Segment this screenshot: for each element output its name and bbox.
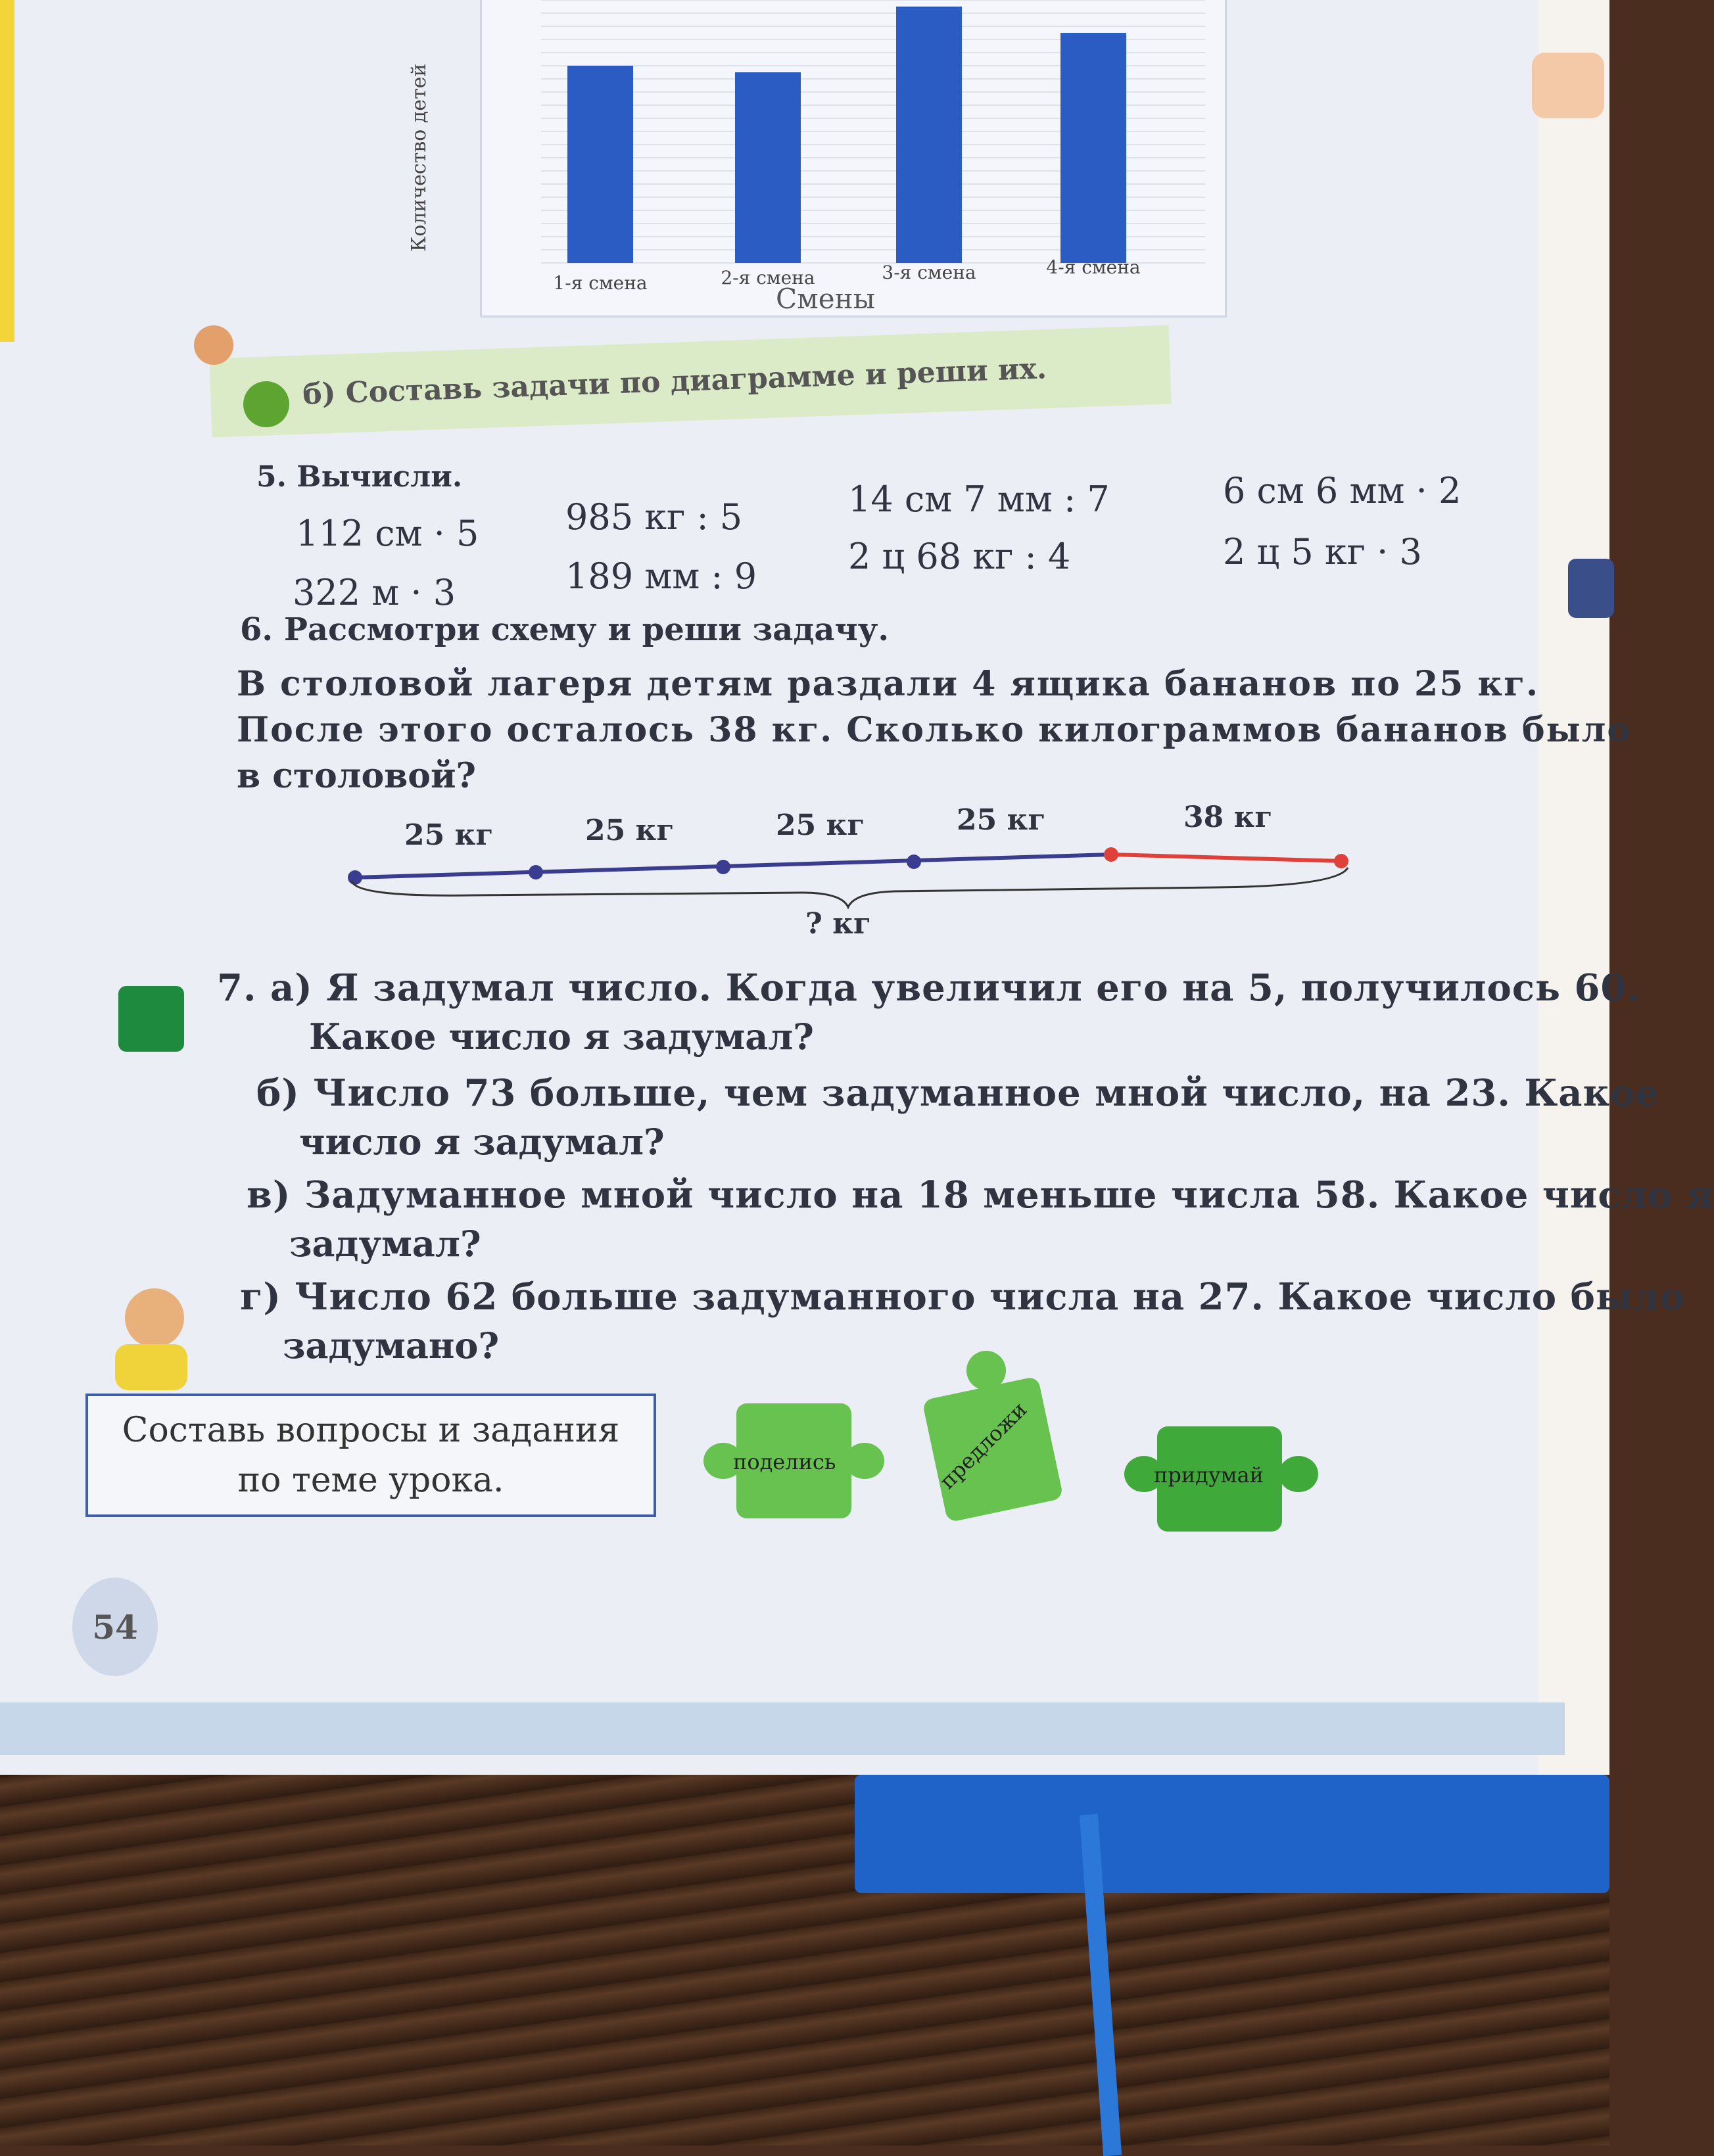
magnifier-icon [118,986,184,1052]
task7-line: в) Задуманное мной число на 18 меньше числа 58. Какое число я [247,1173,1714,1217]
page-number: 54 [72,1578,158,1676]
page-bottom-band [0,1702,1565,1755]
target-icon [1532,53,1604,118]
task5-item: 189 мм : 9 [565,555,757,597]
scheme-point [348,870,362,885]
lightbulb-icon [243,381,289,427]
chart-bar [567,66,633,263]
chart-bar [896,7,962,263]
chart-category-label: 4-я смена [1046,256,1141,278]
scheme-point [1334,854,1348,868]
task7-line: 7. а) Я задумал число. Когда увеличил его на 5, получилось 60. [217,966,1640,1010]
questions-line: Составь вопросы и задания [122,1411,620,1450]
task5-item: 112 см · 5 [296,513,479,554]
puzzle-knob [1279,1456,1318,1492]
puzzle-knob [845,1443,884,1479]
chart-x-axis-label: Смены [776,283,876,315]
task7-line: б) Число 73 больше, чем задуманное мной число, на 23. Какое [256,1071,1660,1115]
segment-label: 25 кг [585,814,675,847]
chart-bar [735,72,801,263]
scheme-point [907,855,921,869]
kid-illustration [125,1288,184,1348]
next-page-edge [1538,0,1609,1775]
blue-book-stand [855,1775,1609,1893]
page-edge [0,0,14,342]
task7-line: Какое число я задумал? [309,1016,814,1058]
kid-shirt [115,1344,187,1390]
task5-item: 2 ц 68 кг : 4 [848,536,1071,577]
chart-category-label: 1-я смена [553,272,648,294]
task6-line: После этого осталось 38 кг. Сколько килограммов бананов было [237,710,1632,750]
task-b-text: б) Составь задачи по диаграмме и реши их. [302,352,1047,411]
segment-label: 25 кг [957,803,1046,837]
scheme-blue-line [355,855,1111,878]
task7-line: задумал? [289,1223,481,1265]
segment-label: 25 кг [404,818,494,852]
chart-bar [1060,33,1126,263]
task5-item: 6 см 6 мм · 2 [1223,470,1462,511]
bar-chart [480,0,1227,317]
chart-y-axis-label: Количество детей [408,63,431,252]
task5-title: 5. Вычисли. [256,460,463,494]
pair-work-icon [1568,559,1614,618]
task7-line: число я задумал? [299,1121,665,1163]
task5-item: 985 кг : 5 [565,496,743,538]
task7-line: г) Число 62 больше задуманного числа на 27. Какое число было [240,1275,1685,1319]
scheme-point [1104,847,1118,862]
chart-category-label: 3-я смена [882,262,976,283]
segment-label: 38 кг [1183,801,1273,834]
task5-item: 2 ц 5 кг · 3 [1223,531,1422,573]
task6-line: В столовой лагеря детям раздали 4 ящика бананов по 25 кг. [237,664,1540,704]
puzzle-label: предложи [934,1397,1032,1494]
segment-scheme [342,841,1354,914]
scheme-red-line [1111,855,1341,861]
task6-title: 6. Рассмотри схему и реши задачу. [240,611,890,648]
chart-category-label: 2-я смена [721,267,815,289]
task7-line: задумано? [283,1324,500,1367]
kid-illustration [194,325,233,365]
segment-label: 25 кг [776,808,865,842]
questions-box [85,1394,656,1517]
scheme-point [716,860,730,874]
scheme-point [529,865,543,879]
bar-chart-svg [482,0,1225,316]
puzzle-label: поделись [733,1449,836,1474]
total-label: ? кг [805,907,871,941]
puzzle-label: придумай [1154,1463,1264,1488]
puzzle-knob [966,1351,1006,1390]
questions-line: по теме урока. [237,1461,504,1500]
task6-line: в столовой? [237,756,476,796]
task5-item: 14 см 7 мм : 7 [848,479,1110,520]
task5-item: 322 м · 3 [293,572,456,613]
